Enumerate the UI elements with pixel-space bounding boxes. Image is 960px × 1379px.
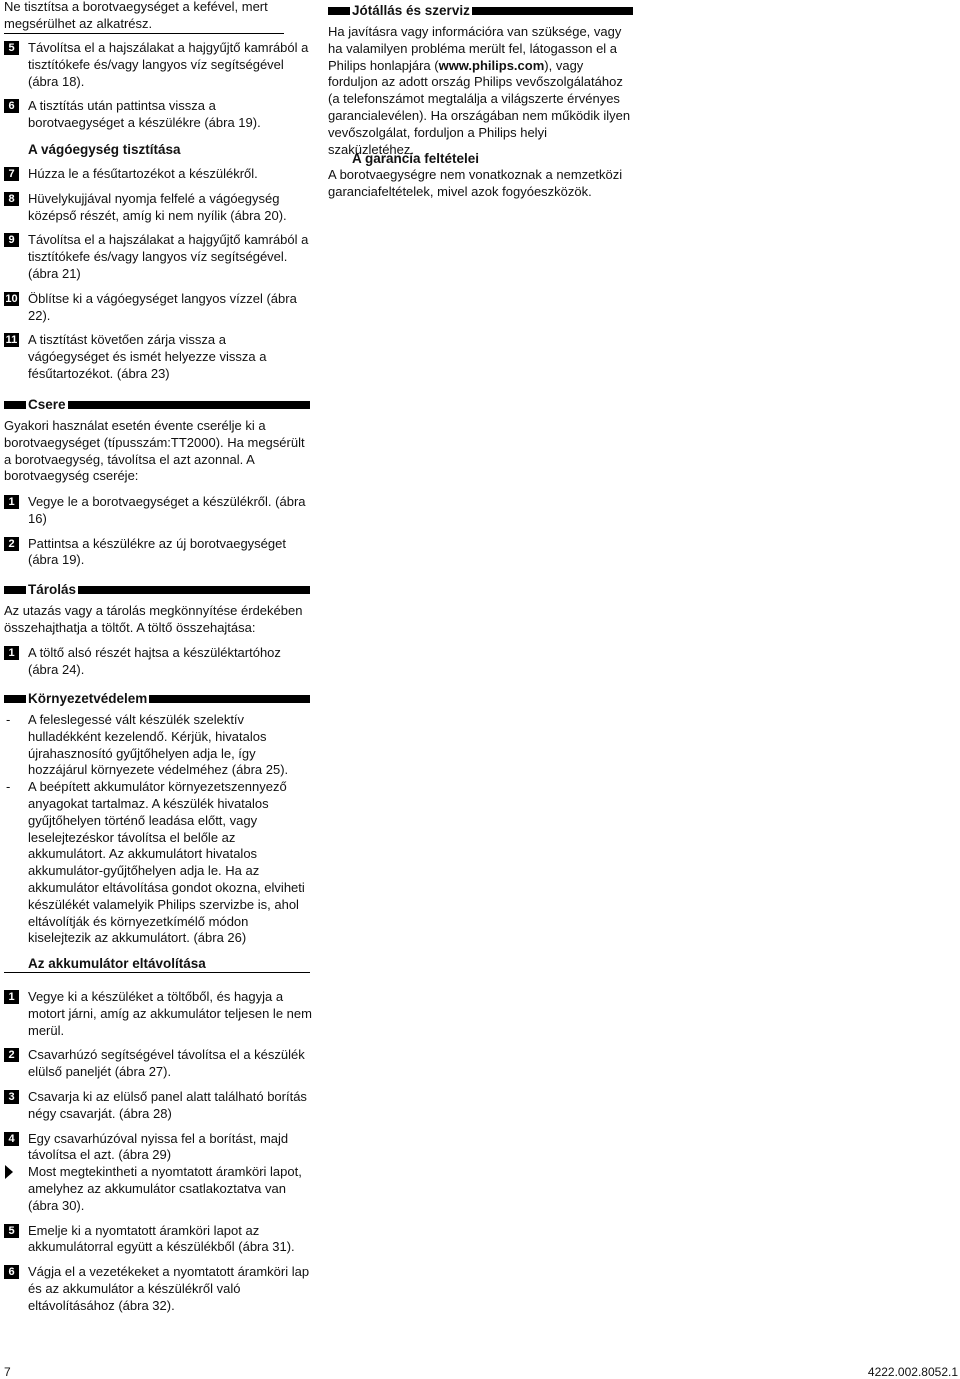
section-header-jotallas xyxy=(328,2,633,19)
step-text: Öblítse ki a vágóegységet langyos vízzel (ábra 22). xyxy=(28,290,297,323)
step-number: 4 xyxy=(4,1132,19,1146)
step-number: 1 xyxy=(4,495,19,509)
step-number: 11 xyxy=(5,334,18,347)
step-text: A tisztítást követően zárja vissza a vágóegységet és ismét helyezze vissza a fésűtartozékot. (ábra 23) xyxy=(28,332,267,381)
step-item xyxy=(4,1264,314,1314)
step-text: Csavarhúzó segítségével távolítsa el a készülék elülső paneljét (ábra 27). xyxy=(28,1047,305,1080)
step-number: 6 xyxy=(4,1265,19,1279)
step-item xyxy=(4,291,310,325)
step-item xyxy=(4,232,310,282)
text-span: Ha javításra vagy információra van szüksége, vagy ha valamilyen probléma merült fel, látogasson el a Philips honlapjára ( xyxy=(328,24,622,73)
step-item xyxy=(4,645,310,679)
section-title: Tárolás xyxy=(28,582,77,597)
dash-bullet: - xyxy=(6,712,11,727)
tarolas-paragraph: Az utazás vagy a tárolás megkönnyítése érdekében összehajthatja a töltőt. A töltő összehajtása: xyxy=(4,603,303,635)
list-item xyxy=(4,779,310,947)
steps-list xyxy=(4,494,310,569)
list-item xyxy=(4,712,310,779)
step-item xyxy=(4,40,310,90)
section-header-csere xyxy=(4,396,310,413)
dash-bullet: - xyxy=(6,779,11,795)
section-title: Jótállás és szerviz xyxy=(352,3,470,18)
step-text: Vegye le a borotvaegységet a készülékről. (ábra 16) xyxy=(28,494,306,526)
step-item xyxy=(4,536,310,570)
steps-list xyxy=(4,989,314,1315)
header-bar xyxy=(4,586,26,594)
step-item xyxy=(4,1223,314,1257)
steps-list xyxy=(4,645,310,679)
step-text: A tisztítás után pattintsa vissza a borotvaegységet a készülékre (ábra 19). xyxy=(28,98,261,131)
subheading-vagoegyseg: A vágóegység tisztítása xyxy=(28,142,181,157)
step-item xyxy=(4,1047,314,1081)
section-header-kornyezetvedelem xyxy=(4,690,310,707)
arrow-bullet-icon xyxy=(5,1165,13,1179)
step-item xyxy=(4,1131,314,1165)
step-number: 1 xyxy=(4,990,19,1004)
steps-list xyxy=(4,166,310,383)
section-title: Csere xyxy=(28,397,66,412)
step-number: 10 xyxy=(5,292,18,305)
step-item xyxy=(4,494,310,528)
subheading-akkumulator: Az akkumulátor eltávolítása xyxy=(4,955,310,973)
philips-website-link[interactable]: www.philips.com xyxy=(438,57,545,73)
header-bar xyxy=(149,695,310,703)
steps-list xyxy=(4,40,310,132)
header-bar xyxy=(472,7,633,15)
step-text: Távolítsa el a hajszálakat a hajgyűjtő kamrából a tisztítókefe és/vagy langyos víz segítségével. (ábra 21) xyxy=(28,232,309,281)
section-header-tarolas xyxy=(4,581,310,598)
step-text: Távolítsa el a hajszálakat a hajgyűjtő kamrából a tisztítókefe és/vagy langyos víz segítségével (ábra 18). xyxy=(28,40,309,89)
step-number: 2 xyxy=(4,537,19,551)
jotallas-paragraph xyxy=(328,24,633,158)
step-number: 5 xyxy=(4,41,19,55)
step-number: 5 xyxy=(4,1224,19,1238)
environment-list xyxy=(4,712,310,947)
page-number: 7 xyxy=(4,1365,11,1379)
header-bar xyxy=(328,7,350,15)
step-number: 8 xyxy=(4,192,19,206)
step-text: Egy csavarhúzóval nyissa fel a borítást, majd távolítsa el azt. (ábra 29) xyxy=(28,1130,289,1163)
step-item xyxy=(4,332,310,382)
step-number: 1 xyxy=(4,646,19,660)
step-number: 3 xyxy=(4,1090,19,1104)
list-item-text: A beépített akkumulátor környezetszennyező anyagokat tartalmaz. A készülék hivatalos gyűjtőhelyen történő leadása előtt, vagy leselejtezéskor távolítsa el belőle az akkumulátort. Az akkumulátort hivatalos akkumulátor-gyűjtőhelyen adja le. Ha az akkumulátor eltávolítása gondot okozna, elviheti készülékét valamelyik Philips szervizbe is, ahol eltávolítják és környezetkímélő módon kiselejtezik az akkumulátort. (ábra 26) xyxy=(28,779,305,946)
step-text: Vegye ki a készüléket a töltőből, és hagyja a motort járni, amíg az akkumulátor teljesen le nem merül. xyxy=(28,989,312,1038)
step-text: Most megtekintheti a nyomtatott áramköri lapot, amelyhez az akkumulátor csatlakoztatva van (ábra 30). xyxy=(28,1164,302,1213)
step-item xyxy=(4,1164,314,1214)
step-number: 9 xyxy=(4,233,19,247)
header-bar xyxy=(4,695,26,703)
intro-warning: Ne tisztítsa a borotvaegységet a kefével, mert megsérülhet az alkatrész. xyxy=(4,0,284,34)
list-item-text: A feleslegessé vált készülék szelektív hulladékként kezelendő. Kérjük, hivatalos újrahasznosító gyűjtőhelyen adja le, így hozzájárul környezete védelméhez (ábra 25). xyxy=(28,712,289,778)
step-item xyxy=(4,1089,314,1123)
document-code: 4222.002.8052.1 xyxy=(867,1365,958,1379)
step-item xyxy=(4,98,310,132)
section-title: Környezetvédelem xyxy=(28,691,148,706)
step-text: Húzza le a fésűtartozékot a készülékről. xyxy=(28,166,258,181)
step-text: Emelje ki a nyomtatott áramköri lapot az akkumulátorral együtt a készülékből (ábra 31). xyxy=(28,1222,295,1255)
header-bar xyxy=(4,401,26,409)
csere-paragraph: Gyakori használat esetén évente cserélje ki a borotvaegységet (típusszám:TT2000). Ha megsérült a borotvaegység, távolítsa el azt azonnal. A borotvaegység cseréje: xyxy=(4,418,305,484)
step-text: Csavarja ki az elülső panel alatt található borítás négy csavarját. (ábra 28) xyxy=(28,1088,307,1121)
step-text: Hüvelykujjával nyomja felfelé a vágóegység középső részét, amíg ki nem nyílik (ábra 20). xyxy=(28,190,287,223)
header-bar xyxy=(78,586,310,594)
step-text: Pattintsa a készülékre az új borotvaegységet (ábra 19). xyxy=(28,535,286,568)
subheading-garancia: A garancia feltételei xyxy=(352,151,480,166)
step-number: 6 xyxy=(4,99,19,113)
step-text: A töltő alsó részét hajtsa a készüléktartóhoz (ábra 24). xyxy=(28,645,281,677)
step-item xyxy=(4,989,314,1039)
header-bar xyxy=(68,401,310,409)
step-number: 7 xyxy=(4,167,19,181)
garancia-paragraph: A borotvaegységre nem vonatkoznak a nemzetközi garanciafeltételek, mivel azok fogyóeszközök. xyxy=(328,167,623,199)
step-number: 2 xyxy=(4,1048,19,1062)
step-text: Vágja el a vezetékeket a nyomtatott áramköri lap és az akkumulátor a készülékről való eltávolításához (ábra 32). xyxy=(28,1264,310,1313)
text-span: ), vagy forduljon az adott ország Philips vevőszolgálatához (a telefonszámot megtalálja a világszerte érvényes garancialevélen). Ha országában nem működik ilyen vevőszolgálat, forduljon a Philips helyi szaküzletéhez. xyxy=(328,57,631,157)
step-item xyxy=(4,191,310,225)
step-item xyxy=(4,166,310,183)
